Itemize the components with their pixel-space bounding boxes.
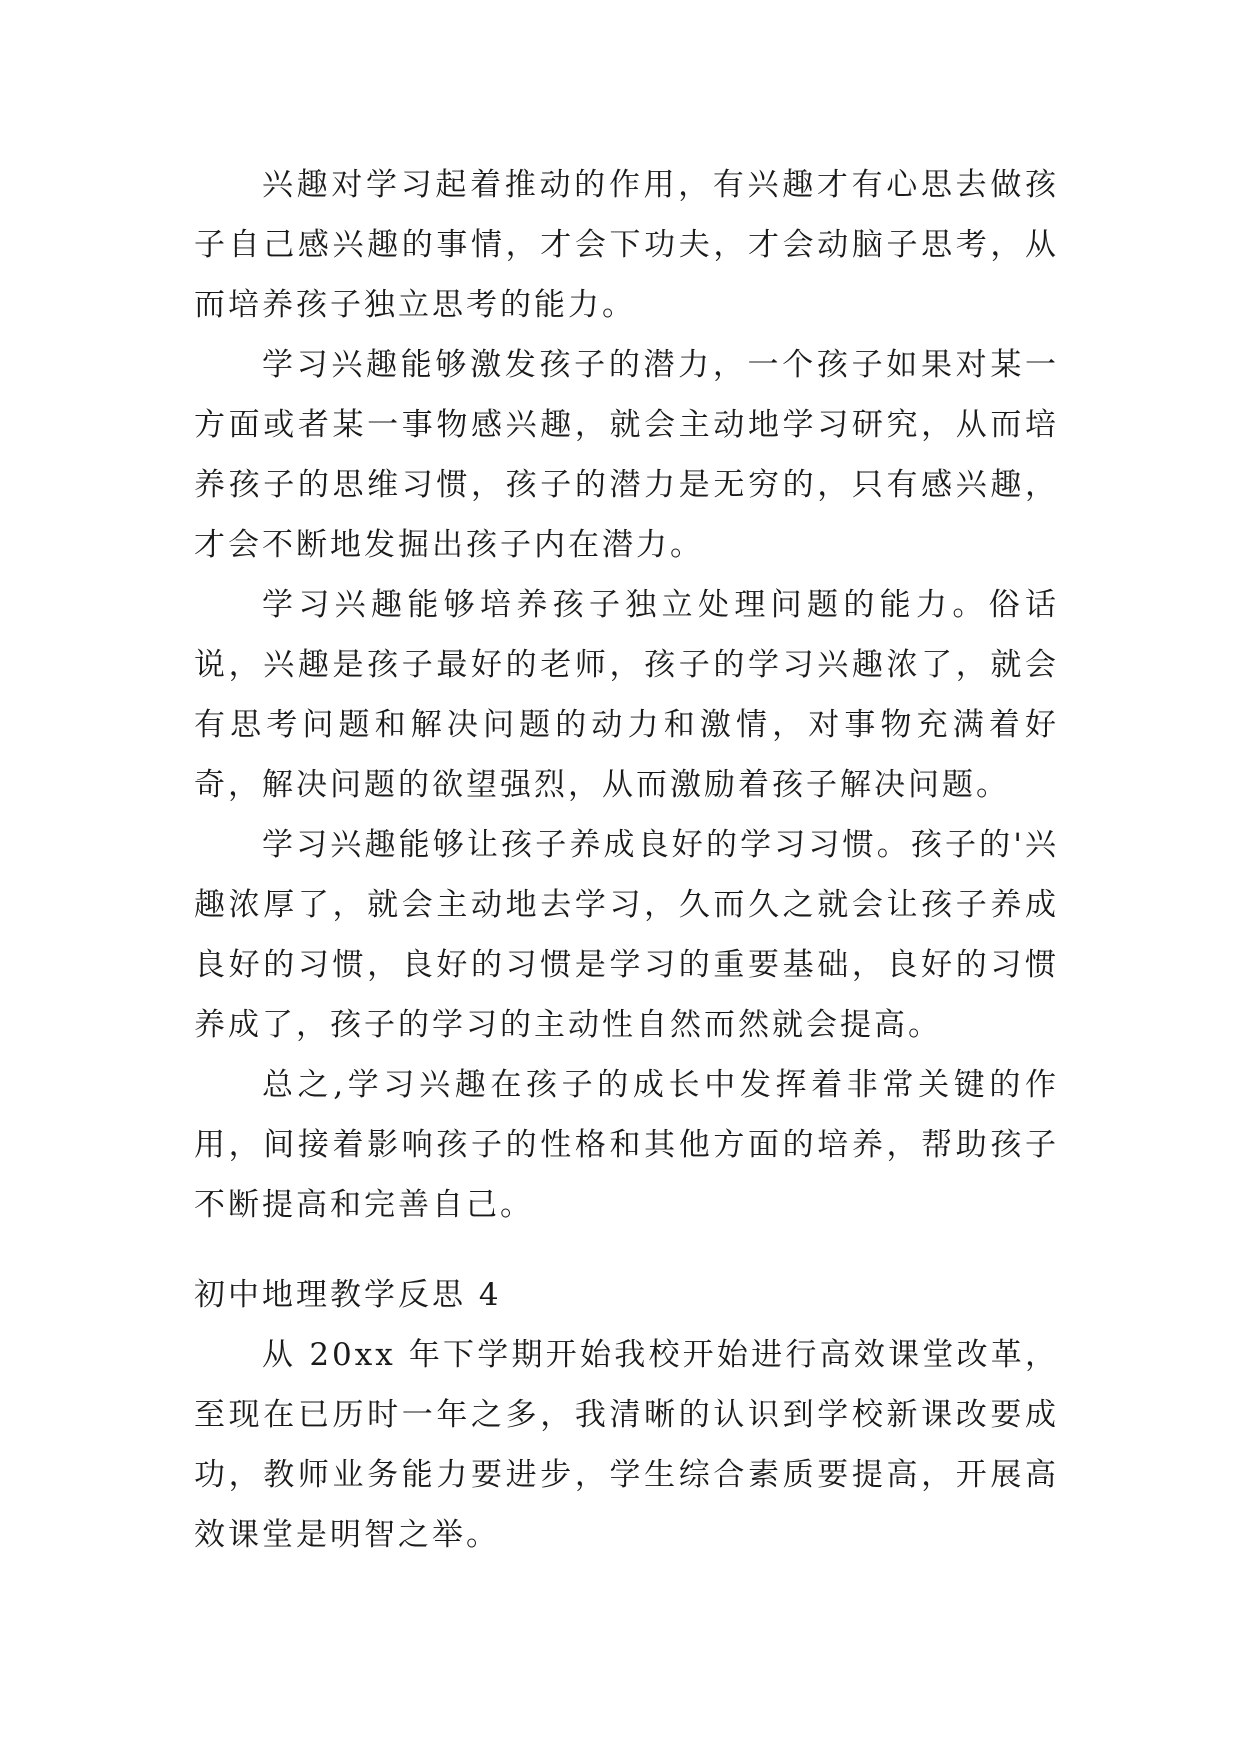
paragraph-conclusion: 总之,学习兴趣在孩子的成长中发挥着非常关键的作用，间接着影响孩子的性格和其他方面的培养，帮助孩子不断提高和完善自己。 — [194, 1067, 1059, 1223]
section-heading-block — [194, 1265, 1059, 1325]
paragraph-interest-problem-solving: 学习兴趣能够培养孩子独立处理问题的能力。俗话说，兴趣是孩子最好的老师，孩子的学习兴趣浓了，就会有思考问题和解决问题的动力和激情，对事物充满着好奇，解决问题的欲望强烈，从而激励着孩子解决问题。 — [194, 587, 1059, 803]
paragraph-interest-habits: 学习兴趣能够让孩子养成良好的学习习惯。孩子的'兴趣浓厚了，就会主动地去学习，久而久之就会让孩子养成良好的习惯，良好的习惯是学习的重要基础，良好的习惯养成了，孩子的学习的主动性自然而然就会提高。 — [194, 827, 1059, 1043]
paragraph-interest-potential: 学习兴趣能够激发孩子的潜力，一个孩子如果对某一方面或者某一事物感兴趣，就会主动地学习研究，从而培养孩子的思维习惯，孩子的潜力是无穷的，只有感兴趣，才会不断地发掘出孩子内在潜力。 — [194, 347, 1059, 563]
paragraph-reform: 从 20xx 年下学期开始我校开始进行高效课堂改革，至现在已历时一年之多，我清晰的认识到学校新课改要成功，教师业务能力要进步，学生综合素质要提高，开展高效课堂是明智之举。 — [194, 1337, 1059, 1553]
section-heading: 初中地理教学反思 4 — [194, 1277, 502, 1313]
document-body — [194, 155, 1059, 1565]
paragraph-interest-drive: 兴趣对学习起着推动的作用，有兴趣才有心思去做孩子自己感兴趣的事情，才会下功夫，才会动脑子思考，从而培养孩子独立思考的能力。 — [194, 167, 1059, 323]
